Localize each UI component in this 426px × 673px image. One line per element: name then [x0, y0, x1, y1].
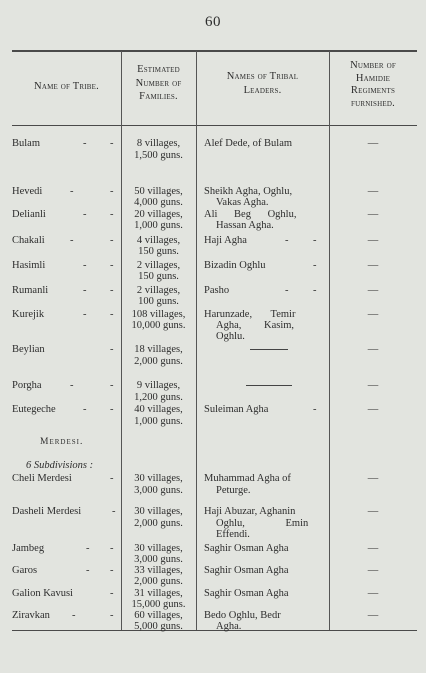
regiment-value: —	[367, 309, 379, 320]
regiment-value: —	[367, 506, 379, 517]
section-title: Merdesi.	[40, 437, 84, 447]
leader-line: Suleiman Agha	[204, 404, 269, 415]
leader-line: Saghir Osman Agha	[204, 565, 289, 576]
families-villages: 40 villages,	[134, 404, 183, 415]
families-guns: 5,000 guns.	[134, 621, 183, 632]
families-villages: 108 villages,	[131, 309, 186, 320]
dash-leader: -	[112, 506, 116, 517]
dash-leader: -	[83, 404, 87, 415]
dash-leader: -	[72, 610, 76, 621]
leader-line: Vakas Agha.	[216, 197, 269, 208]
families-guns: 3,000 guns.	[134, 554, 183, 565]
families-villages: 31 villages,	[134, 588, 183, 599]
header-bottom-rule	[12, 125, 417, 126]
dash-leader: -	[110, 404, 114, 415]
dash-leader: -	[83, 309, 87, 320]
dash-leader: -	[110, 380, 114, 391]
leader-line: Bedo Oghlu, Bedr	[204, 610, 281, 621]
regiment-value: —	[367, 285, 379, 296]
regiment-value: —	[367, 588, 379, 599]
regiment-value: —	[367, 235, 379, 246]
regiment-value: —	[367, 344, 379, 355]
regiment-value: —	[367, 473, 379, 484]
tribe-name: Ziravkan	[12, 610, 50, 621]
tribe-name: Hasimli	[12, 260, 46, 271]
dash-leader: -	[110, 473, 114, 484]
families-guns: 1,500 guns.	[134, 150, 183, 161]
leader-line: Sheikh Agha, Oghlu,	[204, 186, 293, 197]
families-villages: 2 villages,	[136, 285, 181, 296]
tribe-name: Kurejik	[12, 309, 45, 320]
dash-leader: -	[110, 610, 114, 621]
blank-leader-line	[250, 349, 288, 350]
families-villages: 33 villages,	[134, 565, 183, 576]
dash-leader: -	[70, 235, 74, 246]
families-villages: 60 villages,	[134, 610, 183, 621]
dash-leader: -	[83, 138, 87, 149]
regiment-value: —	[367, 404, 379, 415]
leader-line: Agha.	[216, 621, 242, 632]
leader-line: Oghlu, Emin	[216, 518, 309, 529]
tribe-name: Chakali	[12, 235, 45, 246]
leader-line: Hassan Agha.	[216, 220, 274, 231]
dash-leader: -	[110, 260, 114, 271]
leader-line: Peturge.	[216, 485, 251, 496]
leader-line: Harunzade, Temir	[204, 309, 296, 320]
dash-leader: -	[86, 565, 90, 576]
regiment-value: —	[367, 565, 379, 576]
leader-line: Oghlu.	[216, 331, 245, 342]
page-number: 60	[205, 14, 221, 30]
families-guns: 3,000 guns.	[134, 485, 183, 496]
families-villages: 9 villages,	[136, 380, 181, 391]
tribe-name: Bulam	[12, 138, 40, 149]
families-guns: 150 guns.	[138, 246, 179, 257]
leader-line: Pasho	[204, 285, 230, 296]
tribe-name: Garos	[12, 565, 38, 576]
dash-leader: -	[110, 565, 114, 576]
leader-line: Haji Abuzar, Aghanin	[204, 506, 296, 517]
dash-leader: -	[70, 380, 74, 391]
families-guns: 1,000 guns.	[134, 220, 183, 231]
dash-leader: -	[110, 138, 114, 149]
dash-leader: -	[70, 186, 74, 197]
header-leaders: Names of Tribal Leaders.	[226, 71, 299, 96]
families-villages: 2 villages,	[136, 260, 181, 271]
dash-leader: -	[285, 285, 289, 296]
families-villages: 30 villages,	[134, 473, 183, 484]
tribe-name: Eutegeche	[12, 404, 56, 415]
families-villages: 18 villages,	[134, 344, 183, 355]
dash-leader: -	[83, 260, 87, 271]
dash-leader: -	[83, 285, 87, 296]
dash-leader: -	[86, 543, 90, 554]
families-guns: 2,000 guns.	[134, 518, 183, 529]
families-guns: 1,000 guns.	[134, 416, 183, 427]
dash-leader: -	[313, 404, 317, 415]
dash-leader: -	[110, 543, 114, 554]
tribe-name: Porgha	[12, 380, 42, 391]
dash-leader: -	[110, 209, 114, 220]
dash-leader: -	[83, 209, 87, 220]
families-guns: 2,000 guns.	[134, 356, 183, 367]
dash-leader: -	[110, 235, 114, 246]
leader-line: Saghir Osman Agha	[204, 543, 289, 554]
regiment-value: —	[367, 138, 379, 149]
dash-leader: -	[285, 235, 289, 246]
header-families: Estimated Number of Families.	[135, 64, 182, 102]
table-top-rule	[12, 50, 417, 52]
tribe-name: Galion Kavusi	[12, 588, 73, 599]
families-guns: 10,000 guns.	[131, 320, 186, 331]
regiment-value: —	[367, 380, 379, 391]
dash-leader: -	[110, 309, 114, 320]
leader-line: Effendi.	[216, 529, 250, 540]
families-guns: 4,000 guns.	[134, 197, 183, 208]
dash-leader: -	[110, 285, 114, 296]
leader-line: Saghir Osman Agha	[204, 588, 289, 599]
families-guns: 100 guns.	[138, 296, 179, 307]
column-divider-2	[196, 51, 197, 630]
leader-line: Agha, Kasim,	[216, 320, 295, 331]
families-villages: 20 villages,	[134, 209, 183, 220]
table-bottom-rule	[12, 630, 417, 631]
tribe-name: Cheli Merdesi	[12, 473, 72, 484]
regiment-value: —	[367, 186, 379, 197]
families-guns: 1,200 guns.	[134, 392, 183, 403]
blank-leader-line	[246, 385, 292, 386]
tribe-name: Hevedi	[12, 186, 43, 197]
regiment-value: —	[367, 610, 379, 621]
header-tribe: Name of Tribe.	[34, 81, 99, 92]
regiment-value: —	[367, 260, 379, 271]
families-guns: 150 guns.	[138, 271, 179, 282]
leader-line: Alef Dede, of Bulam	[204, 138, 293, 149]
families-villages: 8 villages,	[136, 138, 181, 149]
leader-line: Haji Agha	[204, 235, 247, 246]
dash-leader: -	[313, 285, 317, 296]
dash-leader: -	[313, 260, 317, 271]
column-divider-3	[329, 51, 330, 630]
section-subhead: 6 Subdivisions :	[26, 460, 94, 471]
header-regiments: Number of Hamidie Regiments furnished.	[350, 60, 396, 109]
tribe-name: Rumanli	[12, 285, 49, 296]
families-villages: 30 villages,	[134, 543, 183, 554]
tribe-name: Delianli	[12, 209, 46, 220]
leader-line: Bizadin Oghlu	[204, 260, 266, 271]
regiment-value: —	[367, 543, 379, 554]
families-guns: 2,000 guns.	[134, 576, 183, 587]
leader-line: Muhammad Agha of	[204, 473, 291, 484]
tribe-name: Beylian	[12, 344, 45, 355]
leader-line: Ali Beg Oghlu,	[204, 209, 297, 220]
families-villages: 4 villages,	[136, 235, 181, 246]
dash-leader: -	[110, 344, 114, 355]
dash-leader: -	[313, 235, 317, 246]
dash-leader: -	[110, 186, 114, 197]
tribe-name: Jambeg	[12, 543, 45, 554]
regiment-value: —	[367, 209, 379, 220]
tribe-name: Dasheli Merdesi	[12, 506, 82, 517]
families-guns: 15,000 guns.	[131, 599, 186, 610]
families-villages: 50 villages,	[134, 186, 183, 197]
families-villages: 30 villages,	[134, 506, 183, 517]
dash-leader: -	[110, 588, 114, 599]
